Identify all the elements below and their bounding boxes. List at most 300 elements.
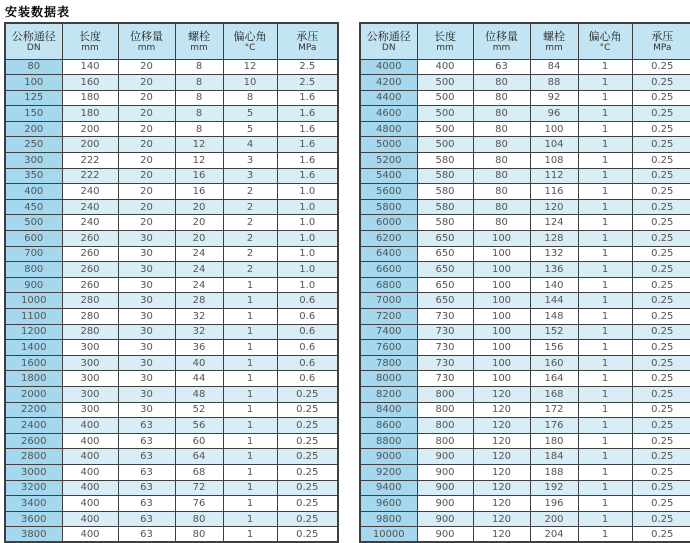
table-row bbox=[5, 496, 338, 512]
cell-pressure: 0.6 bbox=[277, 293, 338, 309]
column-header-pressure bbox=[277, 23, 338, 59]
column-name: 长度 bbox=[418, 30, 473, 43]
cell-length: 280 bbox=[62, 309, 118, 325]
cell-pressure: 1.6 bbox=[277, 153, 338, 169]
cell-pressure: 1.0 bbox=[277, 262, 338, 278]
cell-bolt: 32 bbox=[175, 324, 223, 340]
cell-pressure: 0.6 bbox=[277, 309, 338, 325]
column-header-bolt bbox=[175, 23, 223, 59]
cell-length: 240 bbox=[62, 215, 118, 231]
cell-bolt: 140 bbox=[530, 277, 578, 293]
cell-length: 900 bbox=[417, 527, 473, 543]
table-row bbox=[360, 433, 690, 449]
cell-eccentric-angle: 5 bbox=[223, 106, 277, 122]
cell-bolt: 72 bbox=[175, 480, 223, 496]
cell-dn: 600 bbox=[5, 231, 62, 247]
table-row bbox=[360, 106, 690, 122]
cell-pressure: 0.25 bbox=[277, 511, 338, 527]
cell-length: 580 bbox=[417, 215, 473, 231]
cell-bolt: 196 bbox=[530, 496, 578, 512]
cell-displacement: 80 bbox=[473, 75, 530, 91]
cell-pressure: 0.25 bbox=[277, 402, 338, 418]
table-row bbox=[360, 496, 690, 512]
cell-eccentric-angle: 1 bbox=[578, 480, 632, 496]
cell-bolt: 52 bbox=[175, 402, 223, 418]
column-header-eccentric-angle bbox=[223, 23, 277, 59]
cell-eccentric-angle: 1 bbox=[578, 527, 632, 543]
cell-pressure: 0.25 bbox=[632, 449, 690, 465]
cell-displacement: 80 bbox=[473, 153, 530, 169]
cell-length: 580 bbox=[417, 168, 473, 184]
cell-length: 400 bbox=[62, 449, 118, 465]
cell-bolt: 92 bbox=[530, 90, 578, 106]
cell-dn: 4800 bbox=[360, 121, 417, 137]
cell-displacement: 100 bbox=[473, 262, 530, 278]
table-row bbox=[5, 168, 338, 184]
cell-dn: 2800 bbox=[5, 449, 62, 465]
cell-dn: 6600 bbox=[360, 262, 417, 278]
table-row bbox=[360, 527, 690, 543]
table-row bbox=[360, 215, 690, 231]
cell-bolt: 180 bbox=[530, 433, 578, 449]
cell-pressure: 2.5 bbox=[277, 75, 338, 91]
table-row bbox=[360, 480, 690, 496]
cell-dn: 400 bbox=[5, 184, 62, 200]
column-header-dn bbox=[5, 23, 62, 59]
cell-dn: 6200 bbox=[360, 231, 417, 247]
cell-dn: 9600 bbox=[360, 496, 417, 512]
cell-dn: 1400 bbox=[5, 340, 62, 356]
cell-eccentric-angle: 1 bbox=[223, 418, 277, 434]
cell-length: 300 bbox=[62, 340, 118, 356]
cell-pressure: 0.25 bbox=[277, 433, 338, 449]
cell-displacement: 120 bbox=[473, 402, 530, 418]
cell-bolt: 16 bbox=[175, 184, 223, 200]
table-row bbox=[5, 75, 338, 91]
column-unit: mm bbox=[63, 43, 118, 53]
cell-eccentric-angle: 1 bbox=[223, 277, 277, 293]
cell-dn: 3600 bbox=[5, 511, 62, 527]
cell-eccentric-angle: 1 bbox=[223, 293, 277, 309]
cell-length: 260 bbox=[62, 246, 118, 262]
cell-pressure: 1.0 bbox=[277, 215, 338, 231]
cell-pressure: 0.6 bbox=[277, 324, 338, 340]
column-header-displacement bbox=[473, 23, 530, 59]
header-row bbox=[360, 23, 690, 59]
cell-bolt: 152 bbox=[530, 324, 578, 340]
cell-bolt: 80 bbox=[175, 511, 223, 527]
cell-bolt: 172 bbox=[530, 402, 578, 418]
column-header-dn bbox=[360, 23, 417, 59]
cell-displacement: 80 bbox=[473, 121, 530, 137]
cell-eccentric-angle: 1 bbox=[578, 277, 632, 293]
cell-length: 900 bbox=[417, 464, 473, 480]
cell-eccentric-angle: 1 bbox=[578, 309, 632, 325]
table-row bbox=[360, 293, 690, 309]
cell-length: 800 bbox=[417, 433, 473, 449]
cell-eccentric-angle: 1 bbox=[578, 464, 632, 480]
cell-eccentric-angle: 1 bbox=[578, 386, 632, 402]
header-row bbox=[5, 23, 338, 59]
cell-displacement: 30 bbox=[118, 277, 175, 293]
cell-eccentric-angle: 1 bbox=[578, 293, 632, 309]
cell-displacement: 80 bbox=[473, 106, 530, 122]
table-row bbox=[5, 386, 338, 402]
cell-length: 900 bbox=[417, 480, 473, 496]
cell-dn: 150 bbox=[5, 106, 62, 122]
cell-eccentric-angle: 1 bbox=[223, 480, 277, 496]
cell-dn: 2000 bbox=[5, 386, 62, 402]
cell-displacement: 120 bbox=[473, 527, 530, 543]
table-row bbox=[5, 121, 338, 137]
table-row bbox=[5, 309, 338, 325]
cell-dn: 3400 bbox=[5, 496, 62, 512]
cell-displacement: 63 bbox=[118, 527, 175, 543]
cell-pressure: 1.6 bbox=[277, 90, 338, 106]
cell-dn: 7600 bbox=[360, 340, 417, 356]
cell-dn: 125 bbox=[5, 90, 62, 106]
cell-pressure: 0.25 bbox=[632, 75, 690, 91]
cell-length: 400 bbox=[62, 433, 118, 449]
cell-eccentric-angle: 1 bbox=[578, 199, 632, 215]
cell-pressure: 0.6 bbox=[277, 340, 338, 356]
cell-displacement: 80 bbox=[473, 184, 530, 200]
cell-pressure: 1.6 bbox=[277, 106, 338, 122]
cell-bolt: 84 bbox=[530, 59, 578, 75]
column-header-eccentric-angle bbox=[578, 23, 632, 59]
table-row bbox=[5, 433, 338, 449]
cell-displacement: 20 bbox=[118, 184, 175, 200]
cell-displacement: 20 bbox=[118, 59, 175, 75]
cell-pressure: 2.5 bbox=[277, 59, 338, 75]
cell-bolt: 44 bbox=[175, 371, 223, 387]
cell-displacement: 63 bbox=[118, 464, 175, 480]
cell-displacement: 100 bbox=[473, 231, 530, 247]
cell-length: 280 bbox=[62, 293, 118, 309]
cell-dn: 9000 bbox=[360, 449, 417, 465]
cell-length: 200 bbox=[62, 121, 118, 137]
cell-eccentric-angle: 1 bbox=[578, 371, 632, 387]
cell-dn: 900 bbox=[5, 277, 62, 293]
cell-length: 400 bbox=[62, 527, 118, 543]
column-name: 螺栓 bbox=[176, 30, 223, 43]
table-row bbox=[360, 59, 690, 75]
column-unit: DN bbox=[361, 43, 417, 53]
cell-pressure: 0.25 bbox=[277, 386, 338, 402]
cell-eccentric-angle: 1 bbox=[223, 433, 277, 449]
cell-eccentric-angle: 1 bbox=[578, 90, 632, 106]
cell-length: 500 bbox=[417, 75, 473, 91]
cell-bolt: 96 bbox=[530, 106, 578, 122]
cell-pressure: 0.25 bbox=[632, 246, 690, 262]
cell-bolt: 104 bbox=[530, 137, 578, 153]
table-row bbox=[5, 231, 338, 247]
cell-length: 730 bbox=[417, 309, 473, 325]
cell-length: 222 bbox=[62, 168, 118, 184]
cell-dn: 1600 bbox=[5, 355, 62, 371]
cell-eccentric-angle: 1 bbox=[578, 433, 632, 449]
cell-eccentric-angle: 5 bbox=[223, 121, 277, 137]
cell-pressure: 0.25 bbox=[277, 449, 338, 465]
cell-displacement: 20 bbox=[118, 215, 175, 231]
cell-length: 400 bbox=[62, 496, 118, 512]
column-name: 偏心角 bbox=[579, 30, 632, 43]
cell-dn: 4400 bbox=[360, 90, 417, 106]
cell-length: 300 bbox=[62, 386, 118, 402]
table-row bbox=[360, 402, 690, 418]
cell-length: 580 bbox=[417, 184, 473, 200]
cell-length: 160 bbox=[62, 75, 118, 91]
cell-pressure: 0.25 bbox=[277, 527, 338, 543]
cell-eccentric-angle: 2 bbox=[223, 246, 277, 262]
column-header-length bbox=[62, 23, 118, 59]
cell-displacement: 100 bbox=[473, 246, 530, 262]
cell-eccentric-angle: 1 bbox=[578, 449, 632, 465]
column-unit: °C bbox=[224, 43, 277, 53]
cell-eccentric-angle: 1 bbox=[578, 402, 632, 418]
table-row bbox=[360, 277, 690, 293]
cell-bolt: 8 bbox=[175, 106, 223, 122]
cell-eccentric-angle: 1 bbox=[578, 511, 632, 527]
column-unit: DN bbox=[6, 43, 62, 53]
cell-pressure: 0.25 bbox=[632, 231, 690, 247]
column-unit: mm bbox=[474, 43, 530, 53]
cell-eccentric-angle: 1 bbox=[578, 340, 632, 356]
cell-length: 222 bbox=[62, 153, 118, 169]
cell-displacement: 120 bbox=[473, 496, 530, 512]
cell-dn: 5800 bbox=[360, 199, 417, 215]
cell-pressure: 0.6 bbox=[277, 355, 338, 371]
cell-dn: 2400 bbox=[5, 418, 62, 434]
cell-bolt: 36 bbox=[175, 340, 223, 356]
cell-pressure: 0.25 bbox=[632, 496, 690, 512]
cell-displacement: 63 bbox=[118, 433, 175, 449]
cell-pressure: 0.25 bbox=[632, 464, 690, 480]
table-row bbox=[5, 355, 338, 371]
cell-pressure: 0.25 bbox=[632, 59, 690, 75]
table-row bbox=[5, 402, 338, 418]
cell-displacement: 63 bbox=[118, 496, 175, 512]
cell-pressure: 0.25 bbox=[632, 386, 690, 402]
cell-bolt: 12 bbox=[175, 153, 223, 169]
cell-length: 800 bbox=[417, 386, 473, 402]
cell-bolt: 132 bbox=[530, 246, 578, 262]
cell-bolt: 108 bbox=[530, 153, 578, 169]
cell-pressure: 1.6 bbox=[277, 121, 338, 137]
column-unit: mm bbox=[531, 43, 578, 53]
cell-dn: 8000 bbox=[360, 371, 417, 387]
cell-eccentric-angle: 1 bbox=[578, 324, 632, 340]
cell-displacement: 80 bbox=[473, 137, 530, 153]
table-row bbox=[5, 277, 338, 293]
cell-dn: 3000 bbox=[5, 464, 62, 480]
table-row bbox=[360, 386, 690, 402]
cell-bolt: 60 bbox=[175, 433, 223, 449]
cell-dn: 9400 bbox=[360, 480, 417, 496]
cell-pressure: 0.25 bbox=[277, 496, 338, 512]
table-row bbox=[5, 418, 338, 434]
cell-bolt: 160 bbox=[530, 355, 578, 371]
table-row bbox=[5, 199, 338, 215]
cell-pressure: 0.25 bbox=[632, 90, 690, 106]
table-row bbox=[5, 464, 338, 480]
column-name: 承压 bbox=[278, 30, 338, 43]
cell-bolt: 112 bbox=[530, 168, 578, 184]
cell-length: 580 bbox=[417, 153, 473, 169]
cell-eccentric-angle: 2 bbox=[223, 262, 277, 278]
cell-bolt: 176 bbox=[530, 418, 578, 434]
cell-eccentric-angle: 1 bbox=[578, 75, 632, 91]
cell-eccentric-angle: 1 bbox=[223, 511, 277, 527]
cell-displacement: 30 bbox=[118, 386, 175, 402]
cell-bolt: 100 bbox=[530, 121, 578, 137]
cell-eccentric-angle: 1 bbox=[578, 121, 632, 137]
cell-length: 400 bbox=[417, 59, 473, 75]
table-row bbox=[5, 137, 338, 153]
column-header-length bbox=[417, 23, 473, 59]
cell-dn: 1800 bbox=[5, 371, 62, 387]
table-row bbox=[360, 231, 690, 247]
cell-pressure: 0.25 bbox=[277, 480, 338, 496]
cell-bolt: 76 bbox=[175, 496, 223, 512]
cell-length: 730 bbox=[417, 324, 473, 340]
cell-dn: 10000 bbox=[360, 527, 417, 543]
cell-dn: 9800 bbox=[360, 511, 417, 527]
cell-displacement: 120 bbox=[473, 511, 530, 527]
table-row bbox=[5, 262, 338, 278]
cell-dn: 7800 bbox=[360, 355, 417, 371]
column-unit: mm bbox=[176, 43, 223, 53]
cell-dn: 100 bbox=[5, 75, 62, 91]
column-unit: MPa bbox=[633, 43, 690, 53]
cell-bolt: 8 bbox=[175, 59, 223, 75]
table-row bbox=[5, 184, 338, 200]
cell-pressure: 1.0 bbox=[277, 246, 338, 262]
cell-length: 900 bbox=[417, 449, 473, 465]
cell-eccentric-angle: 1 bbox=[578, 153, 632, 169]
table-row bbox=[5, 293, 338, 309]
cell-eccentric-angle: 1 bbox=[223, 496, 277, 512]
cell-bolt: 168 bbox=[530, 386, 578, 402]
cell-eccentric-angle: 2 bbox=[223, 231, 277, 247]
cell-dn: 1000 bbox=[5, 293, 62, 309]
cell-dn: 350 bbox=[5, 168, 62, 184]
cell-length: 400 bbox=[62, 418, 118, 434]
cell-length: 500 bbox=[417, 121, 473, 137]
install-data-table-right bbox=[359, 22, 690, 543]
install-data-table-left bbox=[4, 22, 339, 543]
table-row bbox=[5, 340, 338, 356]
cell-bolt: 188 bbox=[530, 464, 578, 480]
cell-displacement: 20 bbox=[118, 199, 175, 215]
cell-pressure: 0.25 bbox=[632, 402, 690, 418]
cell-length: 300 bbox=[62, 355, 118, 371]
column-header-pressure bbox=[632, 23, 690, 59]
cell-length: 400 bbox=[62, 480, 118, 496]
cell-eccentric-angle: 1 bbox=[223, 386, 277, 402]
cell-length: 400 bbox=[62, 511, 118, 527]
column-name: 承压 bbox=[633, 30, 690, 43]
cell-dn: 1100 bbox=[5, 309, 62, 325]
cell-eccentric-angle: 3 bbox=[223, 168, 277, 184]
table-row bbox=[360, 184, 690, 200]
cell-eccentric-angle: 1 bbox=[223, 324, 277, 340]
column-name: 位移量 bbox=[119, 30, 175, 43]
cell-dn: 5000 bbox=[360, 137, 417, 153]
cell-eccentric-angle: 1 bbox=[223, 309, 277, 325]
cell-bolt: 56 bbox=[175, 418, 223, 434]
cell-pressure: 0.25 bbox=[632, 106, 690, 122]
cell-dn: 200 bbox=[5, 121, 62, 137]
column-unit: MPa bbox=[278, 43, 338, 53]
column-unit: mm bbox=[418, 43, 473, 53]
cell-bolt: 68 bbox=[175, 464, 223, 480]
cell-length: 300 bbox=[62, 371, 118, 387]
cell-bolt: 184 bbox=[530, 449, 578, 465]
cell-pressure: 0.25 bbox=[632, 527, 690, 543]
table-row bbox=[360, 340, 690, 356]
cell-dn: 6800 bbox=[360, 277, 417, 293]
cell-dn: 7400 bbox=[360, 324, 417, 340]
cell-length: 730 bbox=[417, 340, 473, 356]
cell-bolt: 164 bbox=[530, 371, 578, 387]
cell-displacement: 100 bbox=[473, 371, 530, 387]
cell-displacement: 30 bbox=[118, 246, 175, 262]
cell-pressure: 0.25 bbox=[277, 418, 338, 434]
cell-bolt: 40 bbox=[175, 355, 223, 371]
table-row bbox=[360, 137, 690, 153]
table-row bbox=[5, 90, 338, 106]
cell-bolt: 192 bbox=[530, 480, 578, 496]
table-row bbox=[5, 480, 338, 496]
cell-displacement: 63 bbox=[118, 480, 175, 496]
cell-bolt: 156 bbox=[530, 340, 578, 356]
cell-pressure: 0.25 bbox=[632, 340, 690, 356]
cell-bolt: 48 bbox=[175, 386, 223, 402]
cell-bolt: 24 bbox=[175, 246, 223, 262]
cell-length: 240 bbox=[62, 184, 118, 200]
column-name: 公称通径 bbox=[361, 30, 417, 43]
table-row bbox=[360, 309, 690, 325]
cell-length: 580 bbox=[417, 199, 473, 215]
column-unit: mm bbox=[119, 43, 175, 53]
cell-eccentric-angle: 1 bbox=[223, 340, 277, 356]
cell-pressure: 0.25 bbox=[632, 262, 690, 278]
column-header-displacement bbox=[118, 23, 175, 59]
cell-eccentric-angle: 1 bbox=[578, 246, 632, 262]
cell-bolt: 120 bbox=[530, 199, 578, 215]
cell-displacement: 100 bbox=[473, 309, 530, 325]
cell-length: 650 bbox=[417, 262, 473, 278]
table-row bbox=[360, 246, 690, 262]
cell-displacement: 30 bbox=[118, 402, 175, 418]
cell-dn: 4200 bbox=[360, 75, 417, 91]
cell-displacement: 20 bbox=[118, 153, 175, 169]
cell-pressure: 0.25 bbox=[632, 355, 690, 371]
table-row bbox=[360, 511, 690, 527]
cell-bolt: 8 bbox=[175, 75, 223, 91]
cell-length: 650 bbox=[417, 293, 473, 309]
cell-bolt: 8 bbox=[175, 90, 223, 106]
cell-displacement: 30 bbox=[118, 309, 175, 325]
cell-eccentric-angle: 1 bbox=[578, 137, 632, 153]
cell-bolt: 32 bbox=[175, 309, 223, 325]
table-row bbox=[360, 464, 690, 480]
cell-displacement: 120 bbox=[473, 480, 530, 496]
cell-eccentric-angle: 2 bbox=[223, 184, 277, 200]
table-row bbox=[5, 511, 338, 527]
cell-length: 280 bbox=[62, 324, 118, 340]
